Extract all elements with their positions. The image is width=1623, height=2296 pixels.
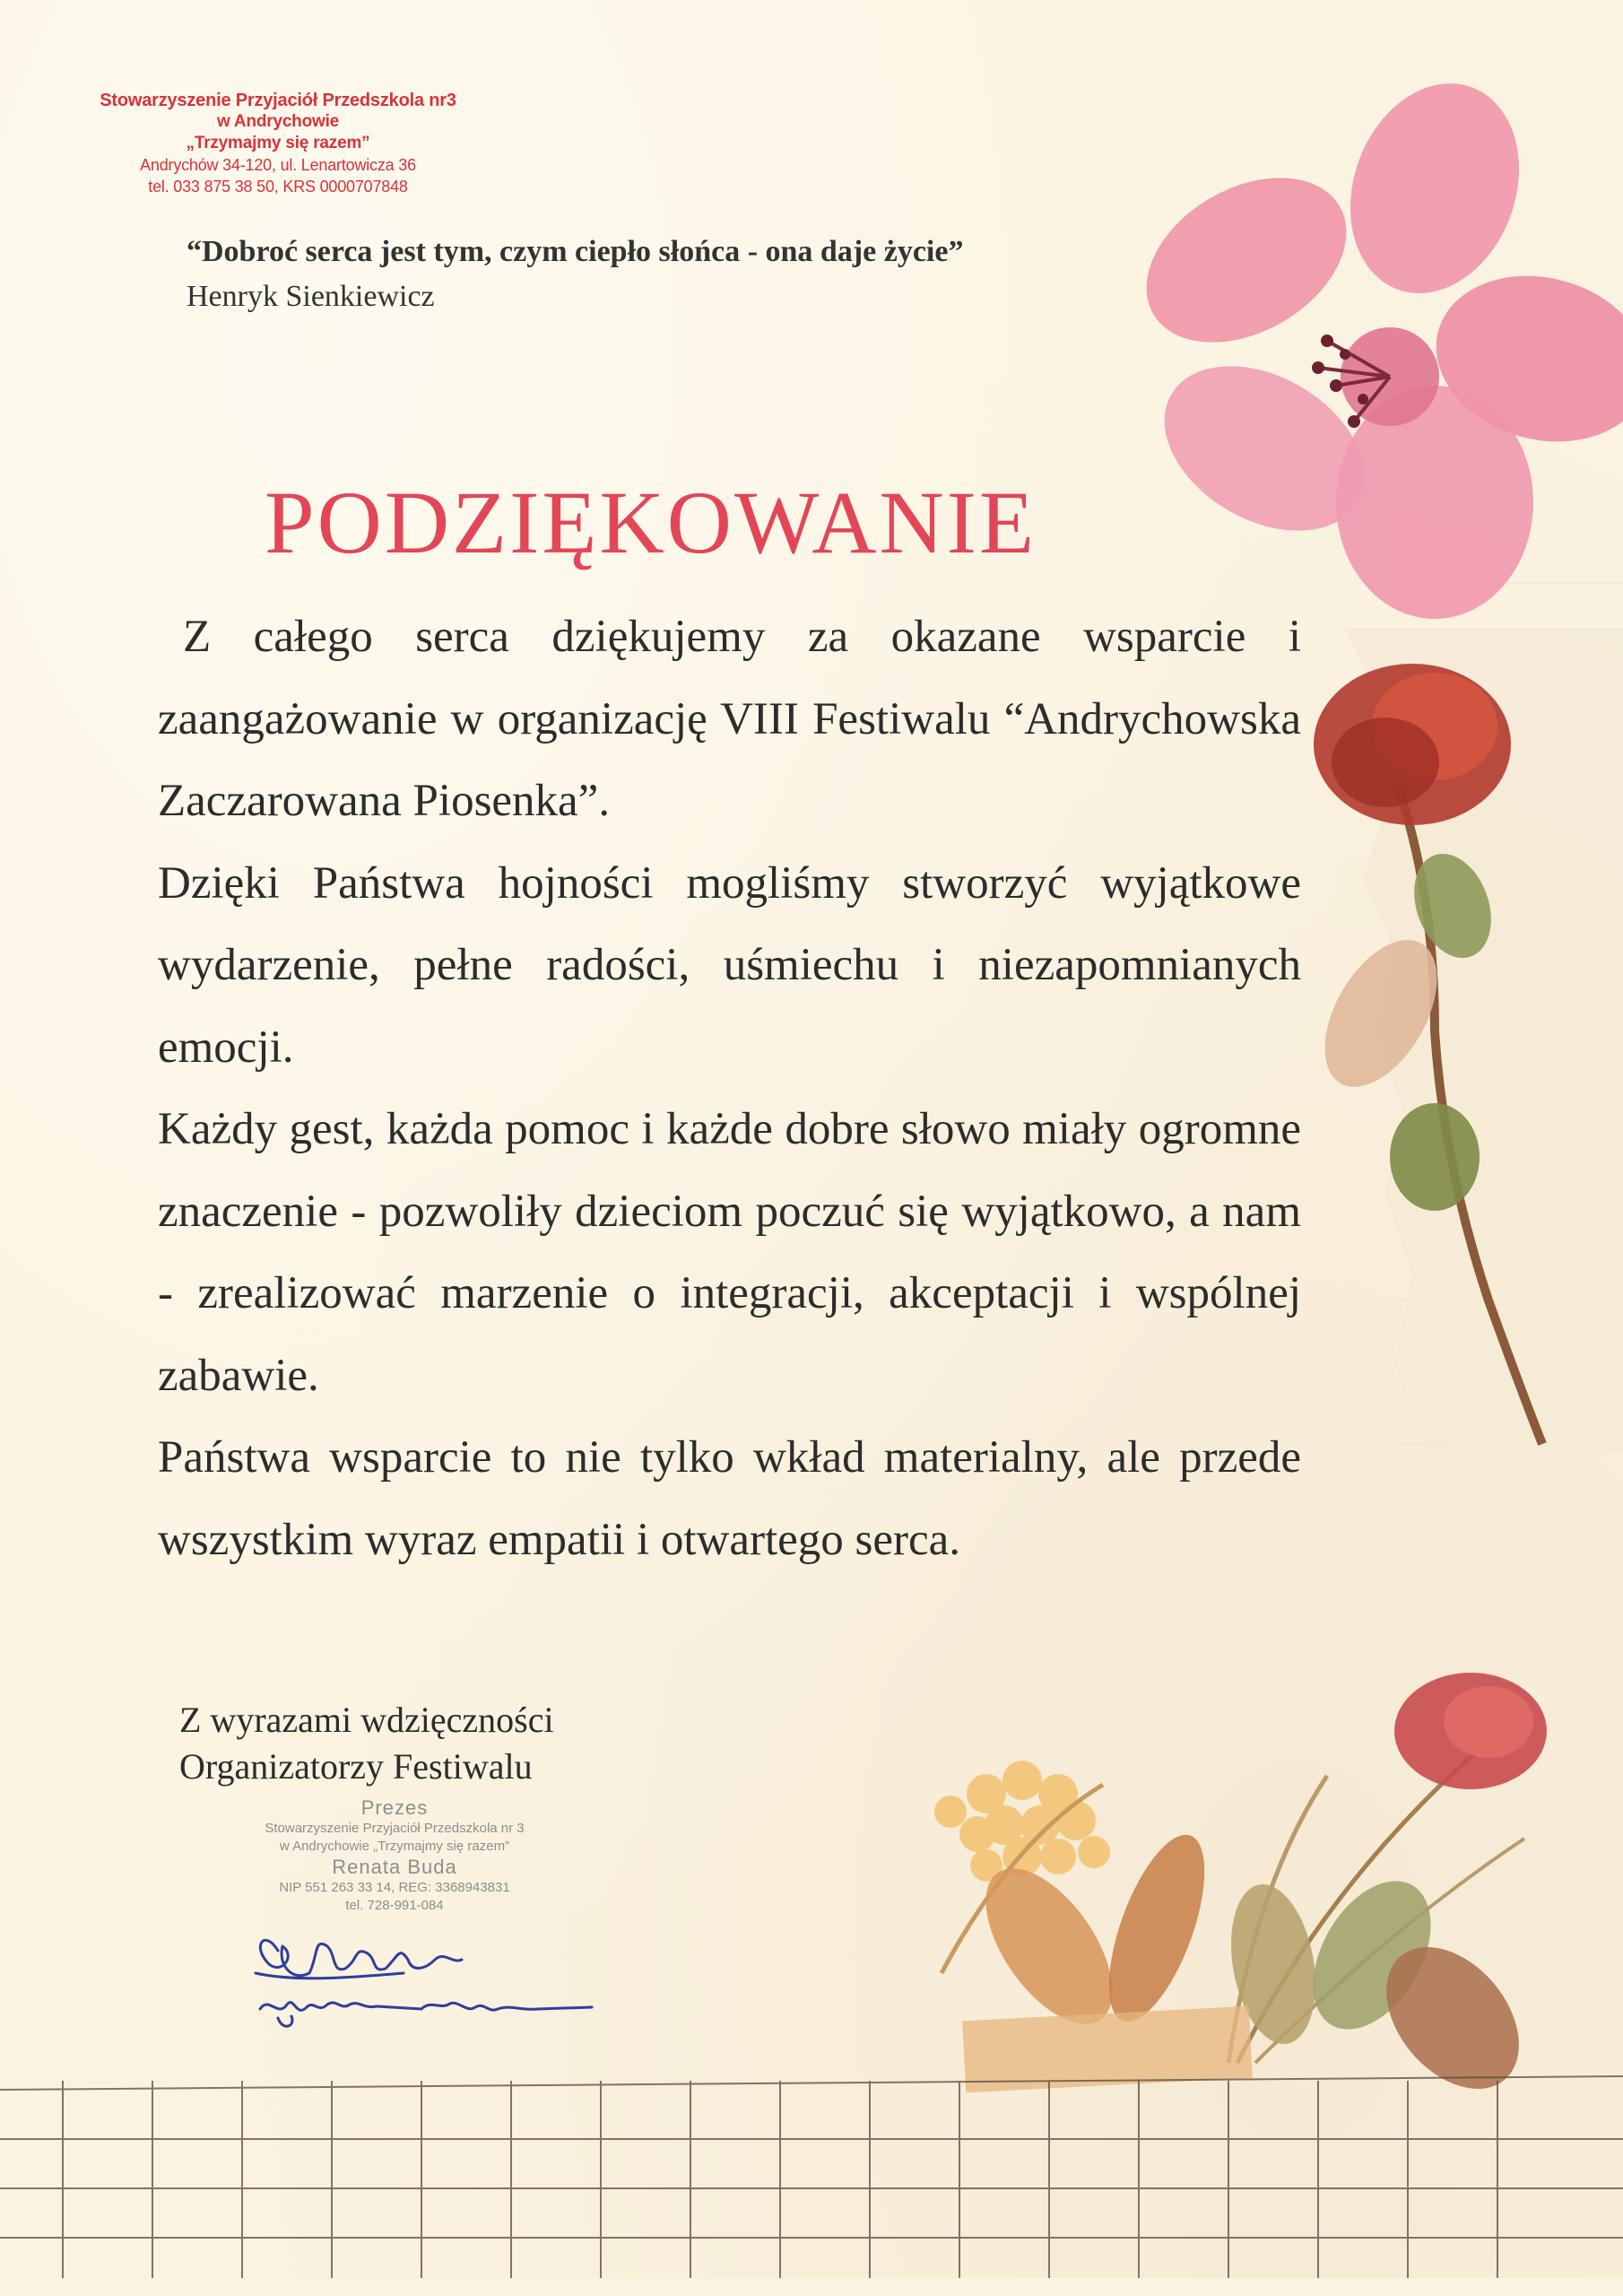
body-paragraph: Państwa wsparcie to nie tylko wkład materialny, ale przede wszystkim wyraz empatii i otwartego serca. bbox=[158, 1432, 1301, 1565]
closing-line: Z wyrazami wdzięczności bbox=[179, 1700, 554, 1740]
body-paragraph: Dzięki Państwa hojności mogliśmy stworzyć wyjątkowe wydarzenie, pełne radości, uśmiechu i niezapomnianych emocji. bbox=[158, 857, 1301, 1073]
body-paragraph: Z całego serca dziękujemy za okazane wsparcie i zaangażowanie w organizację VIII Festiwalu “Andrychowska Zaczarowana Piosenka”. bbox=[158, 612, 1301, 826]
grid-strip bbox=[0, 2076, 1623, 2296]
stamp-org-line: Stowarzyszenie Przyjaciół Przedszkola nr 3 bbox=[265, 1821, 525, 1836]
letter-body bbox=[158, 596, 1301, 1581]
stamp-line: w Andrychowie bbox=[216, 112, 340, 131]
stamp-org-line: w Andrychowie „Trzymajmy się razem” bbox=[279, 1839, 510, 1854]
stamp-phone: tel. 728-991-084 bbox=[345, 1898, 444, 1913]
pink-flower bbox=[1117, 59, 1623, 619]
stamp-role: Prezes bbox=[360, 1796, 429, 1819]
organization-stamp-header bbox=[81, 90, 475, 197]
president-stamp bbox=[206, 1796, 583, 1915]
stamp-address: Andrychów 34-120, ul. Lenartowicza 36 bbox=[140, 156, 416, 174]
quote-text: “Dobroć serca jest tym, czym ciepło słońca - ona daje życie” bbox=[187, 235, 964, 268]
stamp-name: Renata Buda bbox=[332, 1856, 457, 1878]
handwritten-signature bbox=[242, 1919, 619, 2045]
stamp-line: „Trzymajmy się razem” bbox=[186, 134, 370, 152]
closing-line: Organizatorzy Festiwalu bbox=[179, 1746, 533, 1787]
quote-author: Henryk Sienkiewicz bbox=[187, 280, 435, 313]
closing bbox=[179, 1697, 554, 1790]
stamp-contact: tel. 033 875 38 50, KRS 0000707848 bbox=[148, 178, 408, 196]
bottom-flowers bbox=[934, 1673, 1547, 2115]
stamp-line: Stowarzyszenie Przyjaciół Przedszkola nr3 bbox=[100, 91, 456, 110]
body-paragraph: Każdy gest, każda pomoc i każde dobre słowo miały ogromne znaczenie - pozwoliły dzieciom poczuć się wyjątkowo, a nam - zrealizować marzenie o integracji, akceptacji i wspólnej zabawie. bbox=[158, 1104, 1301, 1401]
document-title: PODZIĘKOWANIE bbox=[265, 473, 1037, 572]
stamp-ids: NIP 551 263 33 14, REG: 3368943831 bbox=[279, 1880, 510, 1895]
